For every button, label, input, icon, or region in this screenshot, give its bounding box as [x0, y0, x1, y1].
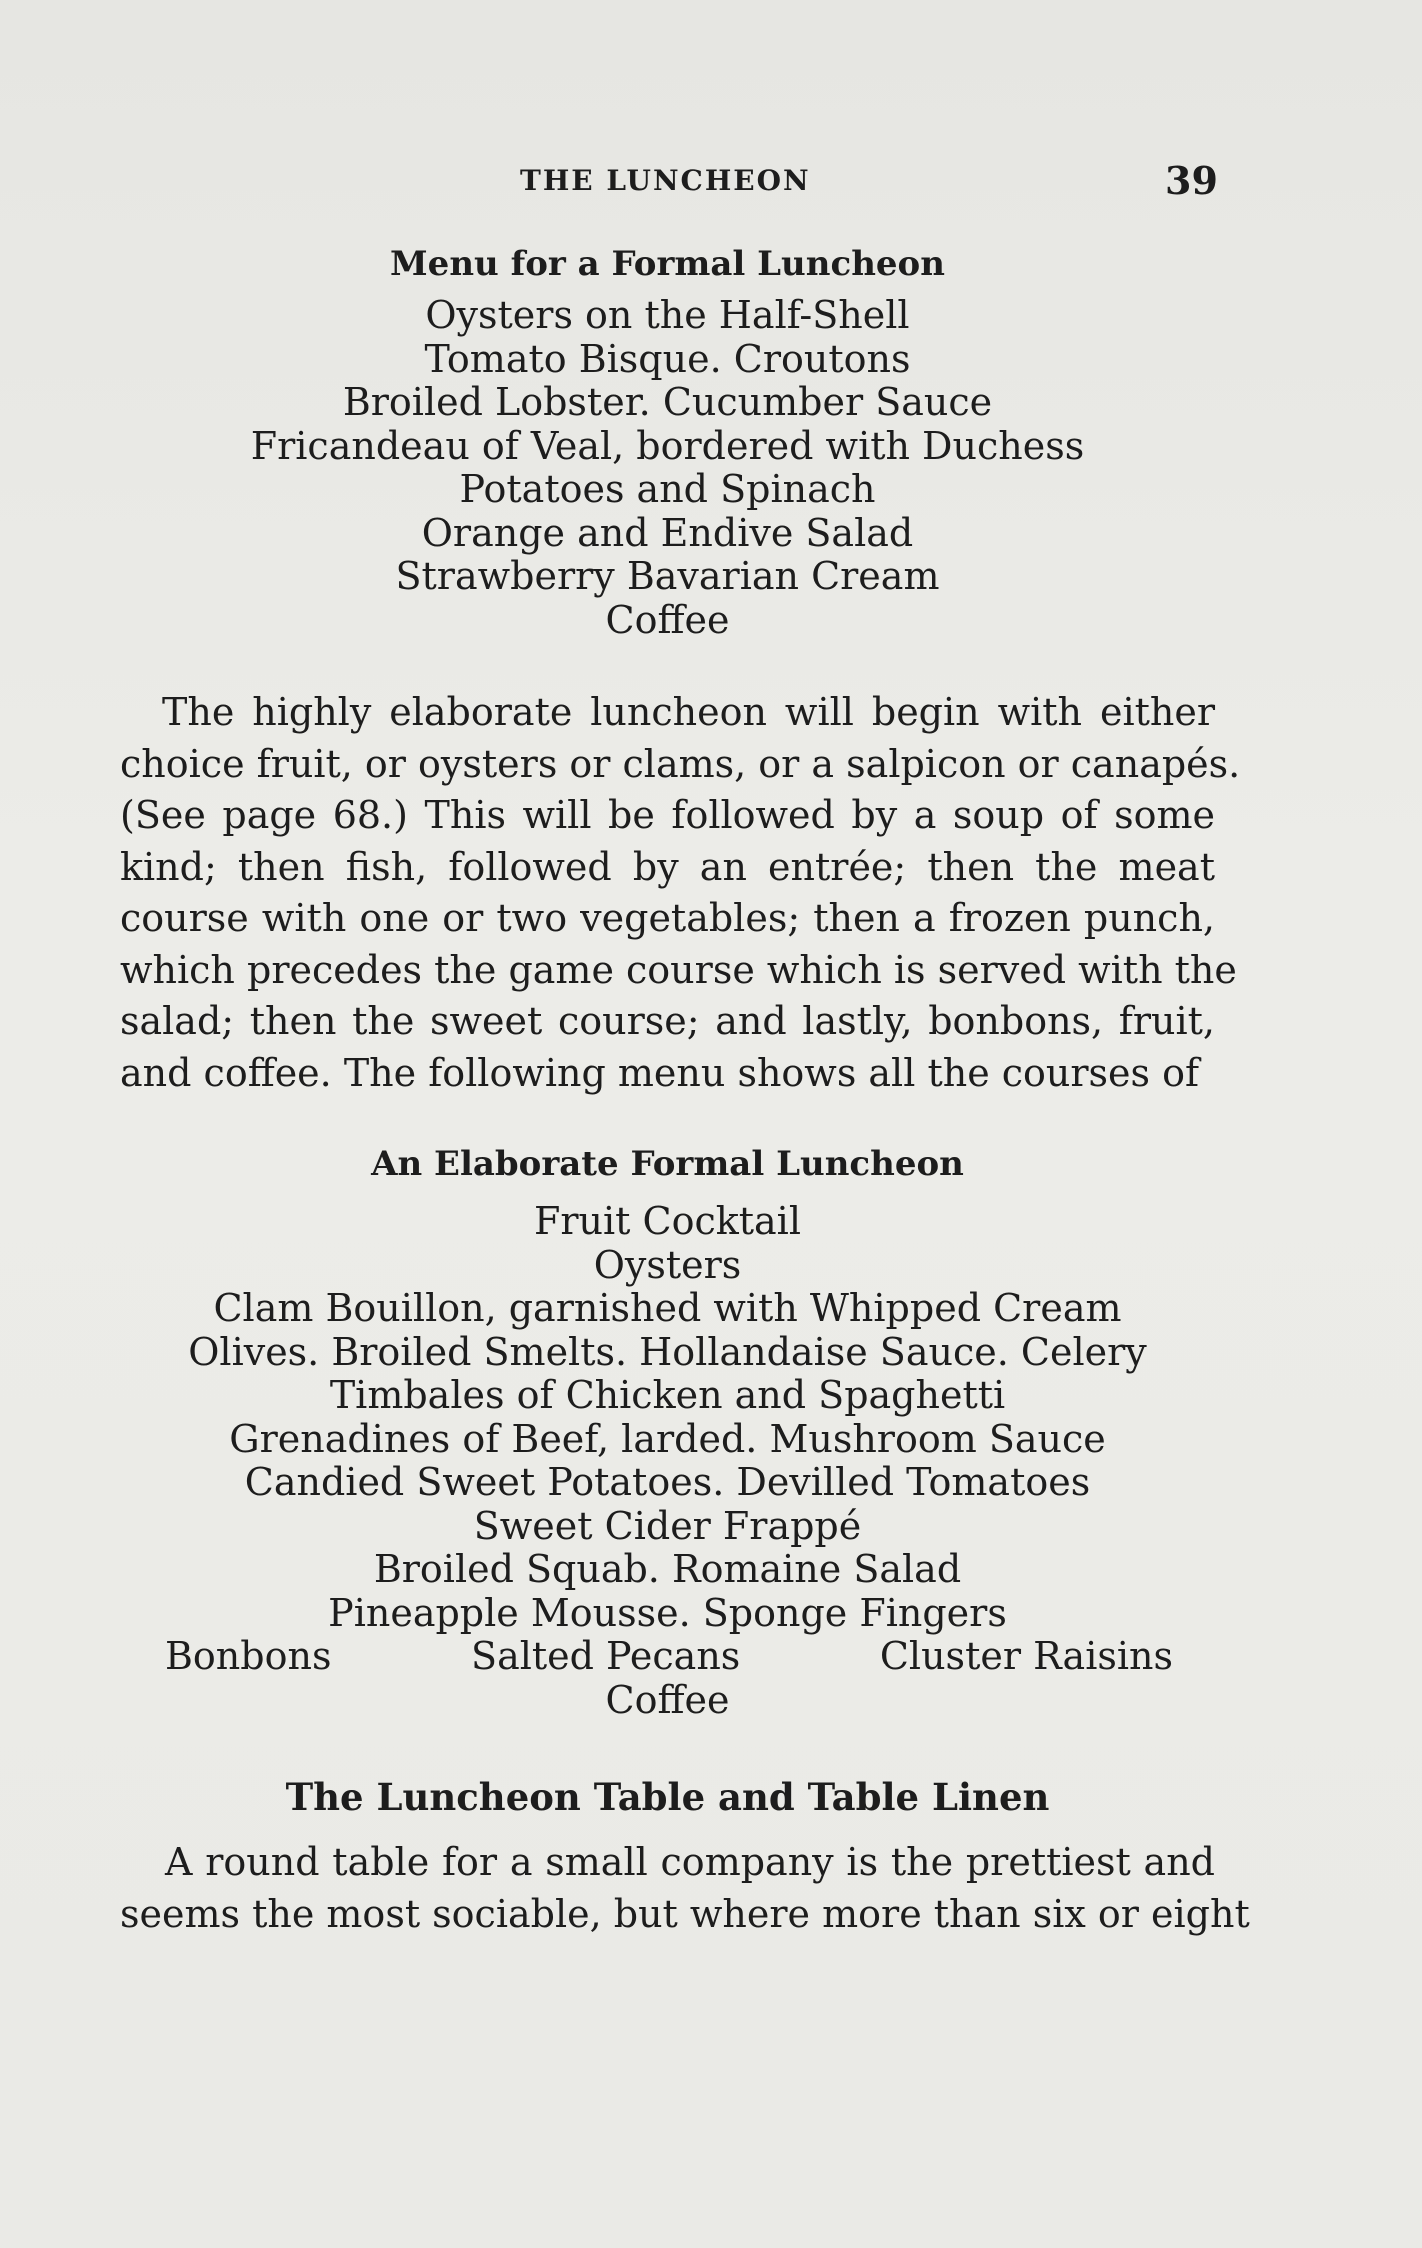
- paragraph-line: seems the most sociable, but where more than six or eight: [120, 1891, 1250, 1936]
- menu-item: Strawberry Bavarian Cream: [395, 554, 940, 598]
- menu-item: Cluster Raisins: [879, 1634, 1173, 1678]
- menu-item: Clam Bouillon, garnished with Whipped Cream: [213, 1286, 1122, 1330]
- menu-item: Sweet Cider Frappé: [473, 1503, 862, 1548]
- paragraph-line: and coffee. The following menu shows all the courses of: [120, 1050, 1200, 1095]
- running-head: [0, 158, 1422, 203]
- menu-items: [120, 294, 1215, 642]
- menu-items: [120, 1200, 1215, 1635]
- paragraph-line: A round table for a small company is the prettiest and: [165, 1840, 1215, 1884]
- menu-item: Oysters: [593, 1242, 742, 1287]
- paragraph-line: which precedes the game course which is served with the: [120, 947, 1237, 992]
- menu-formal-luncheon: [120, 242, 1215, 642]
- section-luncheon-table: [120, 1773, 1250, 1940]
- running-head-title: THE LUNCHEON: [520, 164, 811, 197]
- menu-row-three-items: [120, 1635, 1215, 1679]
- body-paragraph: [120, 687, 1241, 1099]
- menu-item: Olives. Broiled Smelts. Hollandaise Sauce. Celery: [188, 1329, 1147, 1374]
- menu-item: Orange and Endive Salad: [421, 510, 914, 555]
- page-number: 39: [1165, 158, 1218, 203]
- paragraph-line: kind; then fish, followed by an entrée; then the meat: [120, 844, 1215, 889]
- menu-item: Grenadines of Beef, larded. Mushroom Sauce: [229, 1416, 1106, 1461]
- paragraph-line: choice fruit, or oysters or clams, or a salpicon or canapés.: [120, 741, 1241, 786]
- menu-item: Coffee: [605, 597, 730, 642]
- menu-item: Tomato Bisque. Croutons: [424, 336, 911, 381]
- paragraph-line: course with one or two vegetables; then a frozen punch,: [120, 896, 1215, 940]
- menu-item: Oysters on the Half-Shell: [425, 293, 910, 337]
- menu-item: Potatoes and Spinach: [459, 467, 876, 511]
- menu-item: Timbales of Chicken and Spaghetti: [329, 1373, 1006, 1417]
- menu-item: Fricandeau of Veal, bordered with Duchess: [250, 423, 1085, 468]
- menu-item: Pineapple Mousse. Sponge Fingers: [328, 1590, 1007, 1635]
- menu-item: Fruit Cocktail: [533, 1199, 801, 1243]
- menu-items: [120, 1679, 1215, 1723]
- section-heading: The Luncheon Table and Table Linen: [285, 1775, 1050, 1819]
- paragraph-line: salad; then the sweet course; and lastly, bonbons, fruit,: [120, 999, 1215, 1043]
- menu-item: Coffee: [605, 1677, 730, 1722]
- menu-title: An Elaborate Formal Luncheon: [371, 1144, 964, 1184]
- menu-item: Candied Sweet Potatoes. Devilled Tomatoes: [244, 1460, 1091, 1504]
- menu-item: Broiled Squab. Romaine Salad: [373, 1547, 962, 1591]
- paragraph-line: The highly elaborate luncheon will begin with either: [162, 690, 1215, 734]
- menu-title: Menu for a Formal Luncheon: [390, 244, 945, 284]
- menu-item: Bonbons: [165, 1634, 332, 1678]
- menu-item: Salted Pecans: [471, 1634, 741, 1678]
- paragraph-line: (See page 68.) This will be followed by a soup of some: [120, 793, 1215, 837]
- menu-item: Broiled Lobster. Cucumber Sauce: [342, 380, 993, 424]
- body-paragraph: [120, 1837, 1250, 1940]
- menu-elaborate-luncheon: [120, 1142, 1215, 1722]
